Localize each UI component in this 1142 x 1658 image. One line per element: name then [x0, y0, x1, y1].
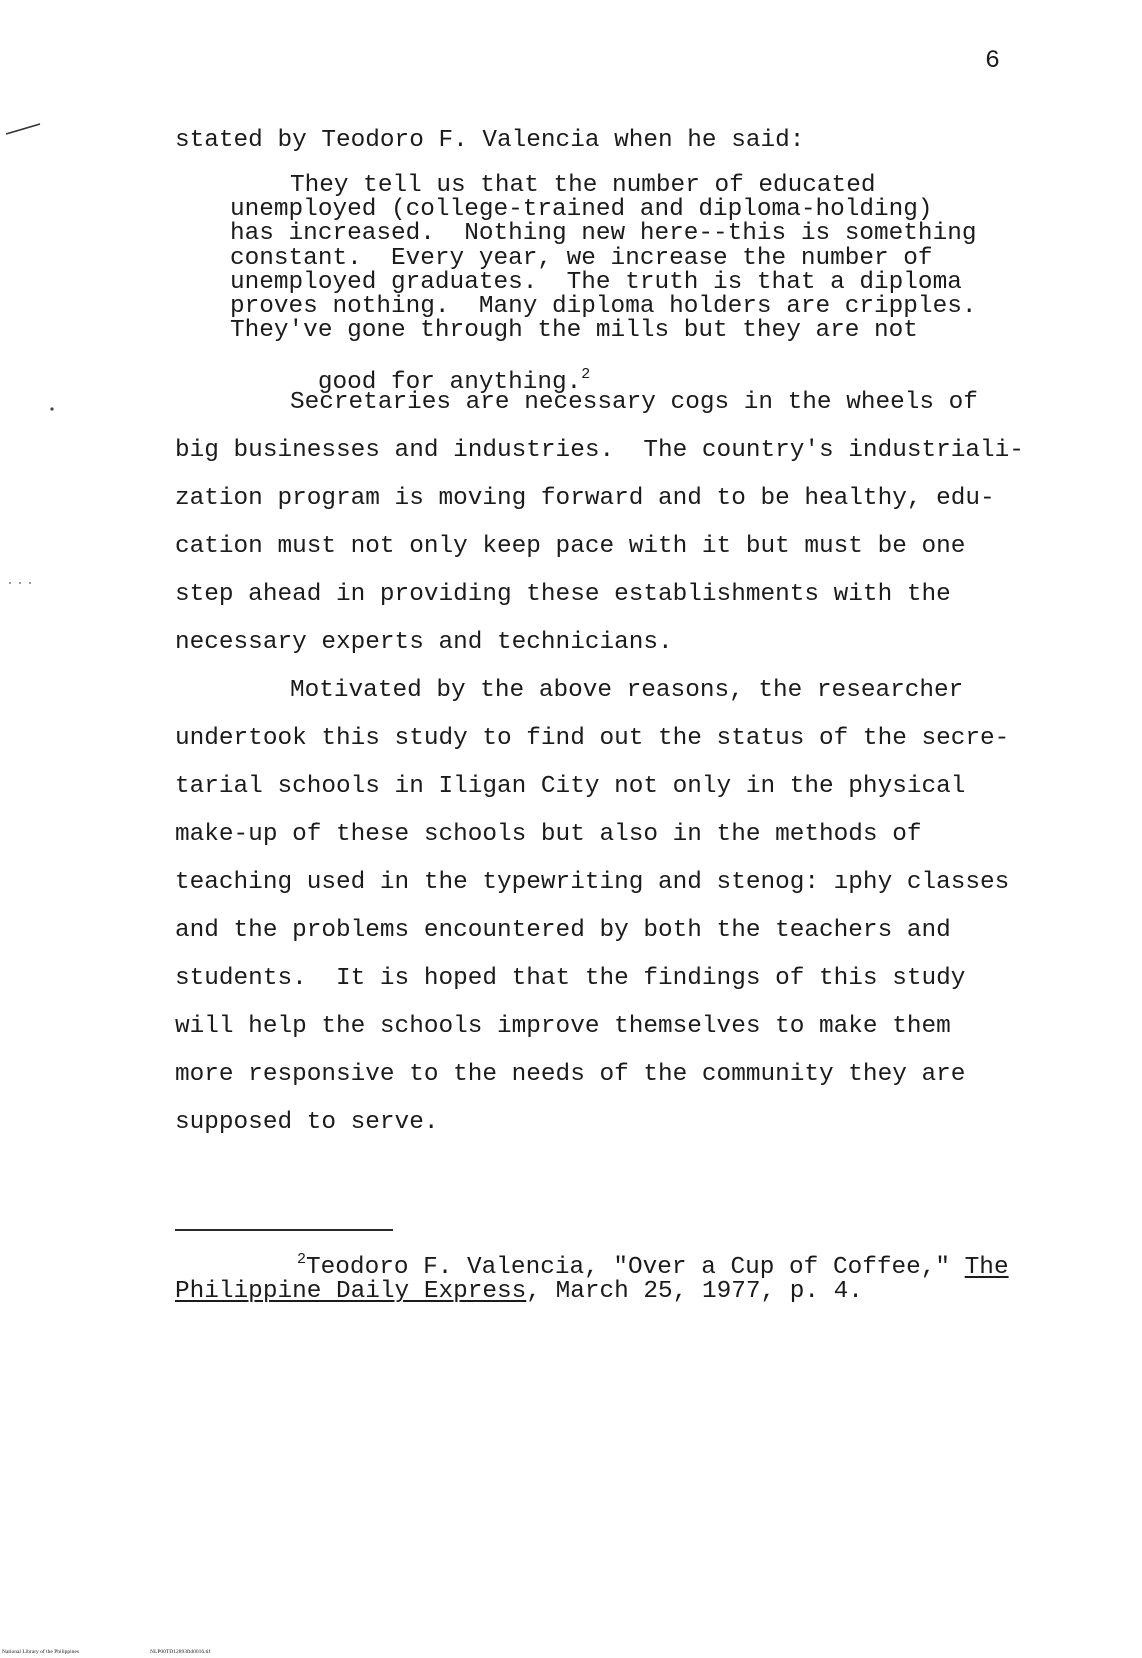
paragraph-line: make-up of these schools but also in the methods of — [175, 821, 922, 848]
paragraph-line: teaching used in the typewriting and stenog: ıphy classes — [175, 869, 1010, 896]
scan-footer-filename: NLP00TD12893ftd0016.tif — [150, 1649, 211, 1655]
paragraph-line: and the problems encountered by both the teachers and — [175, 917, 951, 944]
footnote-text: , March 25, 1977, p. 4. — [526, 1278, 863, 1305]
quote-line: They tell us that the number of educated — [290, 172, 876, 199]
footnote-line — [175, 1278, 863, 1306]
page-number: 6 — [985, 46, 1001, 75]
paragraph-line: undertook this study to find out the status of the secre- — [175, 725, 1010, 752]
footnote-text: Teodoro F. Valencia, "Over a Cup of Coffee," — [306, 1254, 965, 1281]
paragraph-line: Motivated by the above reasons, the researcher — [290, 677, 964, 704]
footnote-rule — [175, 1229, 393, 1231]
paragraph-line: zation program is moving forward and to be healthy, edu- — [175, 485, 995, 512]
paragraph-line: will help the schools improve themselves to make them — [175, 1013, 951, 1040]
quote-line-last — [230, 341, 591, 396]
quote-line: unemployed (college-trained and diploma-holding) — [230, 196, 933, 223]
paragraph-line: step ahead in providing these establishments with the — [175, 581, 951, 608]
paragraph-line: more responsive to the needs of the community they are — [175, 1061, 966, 1088]
quote-line: They've gone through the mills but they are not — [230, 317, 918, 344]
quote-line-text: good for anything. — [317, 369, 582, 396]
quote-line: proves nothing. Many diploma holders are cripples. — [230, 293, 977, 320]
intro-line: stated by Teodoro F. Valencia when he said: — [175, 127, 805, 154]
paragraph-line: big businesses and industries. The country's industriali- — [175, 437, 1024, 464]
quote-line: unemployed graduates. The truth is that a diploma — [230, 269, 962, 296]
paragraph-line: cation must not only keep pace with it but must be one — [175, 533, 966, 560]
footnote-marker: 2 — [297, 1251, 307, 1268]
scan-margin-marks — [0, 0, 60, 1658]
quote-line: constant. Every year, we increase the number of — [230, 245, 933, 272]
footnote-title-start: The — [964, 1254, 1009, 1281]
paragraph-line: supposed to serve. — [175, 1109, 439, 1136]
paragraph-line: students. It is hoped that the findings of this study — [175, 965, 966, 992]
paragraph-line: tarial schools in Iligan City not only in the physical — [175, 773, 966, 800]
footnote-publication: Philippine Daily Express — [175, 1278, 527, 1305]
footnote-reference: 2 — [581, 366, 591, 383]
quote-line: has increased. Nothing new here--this is something — [230, 220, 977, 247]
scan-footer-library: National Library of the Philippines — [2, 1649, 79, 1655]
paragraph-line: necessary experts and technicians. — [175, 629, 673, 656]
paragraph-line: Secretaries are necessary cogs in the wheels of — [290, 389, 978, 416]
